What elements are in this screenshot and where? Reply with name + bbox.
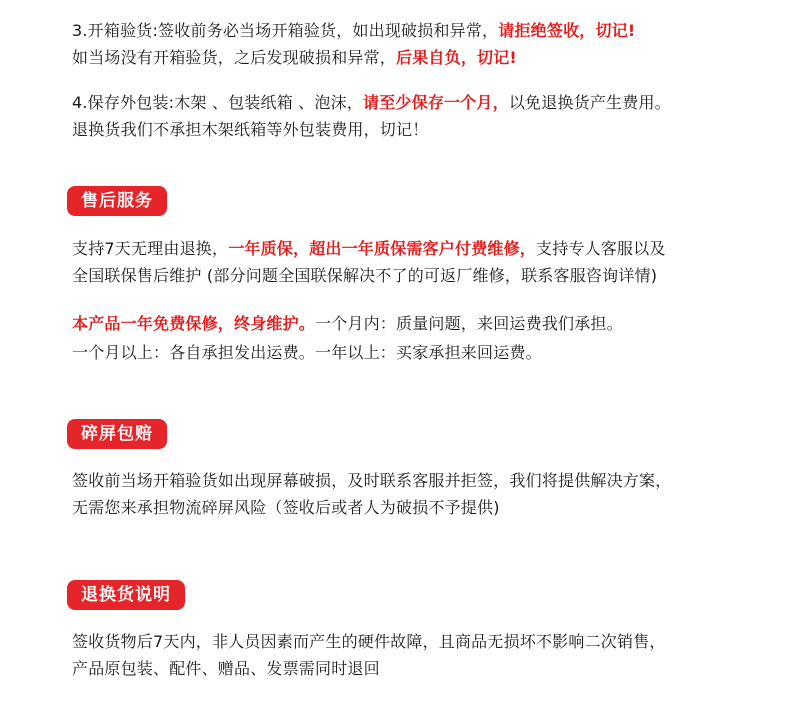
- inspection-line-1: [72, 20, 635, 42]
- return-policy-text-2: 产品原包装、配件、赠品、发票需同时退回: [72, 659, 380, 678]
- packaging-text-2: 以免退换货产生费用。: [508, 93, 671, 112]
- after-sales-warranty: 一年质保，超出一年质保需客户付费维修，: [228, 239, 536, 258]
- return-policy-badge: 退换货说明: [67, 580, 185, 610]
- after-sales-nationwide: 全国联保售后维护 (部分问题全国联保解决不了的可返厂维修，联系客服咨询详情): [72, 266, 658, 285]
- after-sales-month-policy: 一个月内：质量问题，来回运费我们承担。: [315, 314, 623, 333]
- after-sales-line-1: [72, 238, 666, 260]
- after-sales-shipping-policy: 一个月以上：各自承担发出运费。一年以上：买家承担来回运费。: [72, 343, 542, 362]
- screen-damage-line-1: [72, 470, 671, 492]
- packaging-note: 退换货我们不承担木架纸箱等外包装费用，切记！: [72, 120, 429, 139]
- after-sales-badge: 售后服务: [67, 186, 167, 216]
- inspection-warning: 请拒绝签收，切记!: [498, 21, 636, 40]
- after-sales-line-2: [72, 265, 657, 287]
- return-policy-line-1: [72, 631, 666, 653]
- return-policy-text: 签收货物后7天内，非人员因素而产生的硬件故障，且商品无损坏不影响二次销售，: [72, 632, 666, 651]
- packaging-text: 4.保存外包装:木架 、包装纸箱 、泡沫，: [72, 93, 364, 112]
- after-sales-free-repair: 本产品一年免费保修，终身维护。: [72, 314, 316, 333]
- screen-damage-text-2: 无需您来承担物流碎屏风险（签收后或者人为破损不予提供): [72, 498, 500, 517]
- after-sales-line-3: [72, 313, 623, 335]
- packaging-line-2: [72, 119, 428, 141]
- inspection-warning-2: 后果自负，切记!: [396, 48, 517, 67]
- after-sales-line-4: [72, 342, 542, 364]
- inspection-text-2: 如当场没有开箱验货，之后发现破损和异常，: [72, 48, 397, 67]
- screen-damage-badge: 碎屏包赔: [67, 419, 167, 449]
- inspection-line-2: [72, 47, 517, 69]
- after-sales-text: 支持7天无理由退换，: [72, 239, 229, 258]
- packaging-line-1: [72, 92, 671, 114]
- after-sales-text-2: 支持专人客服以及: [536, 239, 666, 258]
- screen-damage-text: 签收前当场开箱验货如出现屏幕破损，及时联系客服并拒签，我们将提供解决方案，: [72, 471, 672, 490]
- inspection-text: 3.开箱验货:签收前务必当场开箱验货，如出现破损和异常，: [72, 21, 499, 40]
- packaging-warning: 请至少保存一个月，: [363, 93, 509, 112]
- screen-damage-line-2: [72, 497, 500, 519]
- return-policy-line-2: [72, 658, 380, 680]
